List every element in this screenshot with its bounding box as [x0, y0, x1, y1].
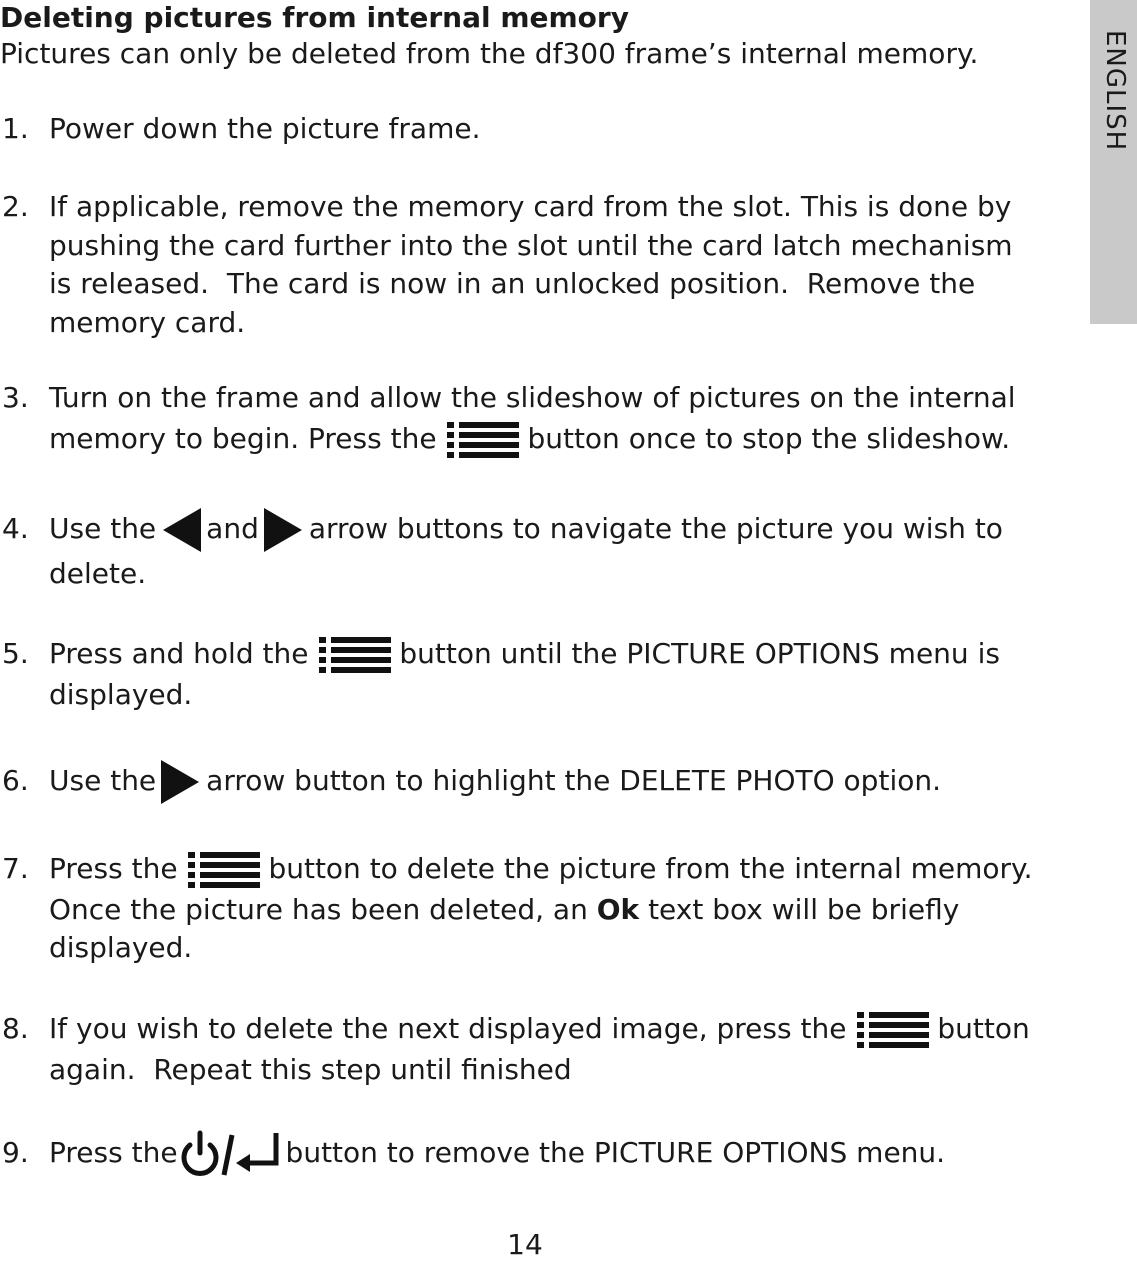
power-enter-icon	[180, 1129, 280, 1179]
step-text-line	[49, 890, 1059, 930]
step-text-line: delete.	[49, 557, 147, 590]
step-text-line: displayed.	[49, 931, 193, 964]
step-text: and	[206, 512, 259, 545]
step-text: Power down the picture frame.	[49, 112, 481, 145]
step-text: Use the	[49, 512, 157, 545]
step-text: button	[937, 1012, 1030, 1045]
section-title: Deleting pictures from internal memory	[0, 1, 629, 34]
step-text-line	[49, 1008, 1059, 1050]
step-text: Press the	[49, 1136, 178, 1169]
step-number: 3.	[2, 381, 29, 414]
step-text: arrow buttons to navigate the picture you wish to	[308, 512, 1003, 545]
step-text-line	[49, 758, 1059, 805]
step-text-line: If applicable, remove the memory card from the slot. This is done by	[49, 190, 1012, 223]
step-number: 2.	[2, 190, 29, 223]
left-arrow-icon	[160, 507, 202, 553]
language-tab-label: ENGLISH	[1100, 30, 1130, 152]
step-number: 1.	[2, 112, 29, 145]
step-text-line: is released. The card is now in an unlocked position. Remove the	[49, 267, 976, 300]
step-text-line: displayed.	[49, 678, 193, 711]
step-text: button once to stop the slideshow.	[527, 422, 1011, 455]
intro-text: Pictures can only be deleted from the df300 frame’s internal memory.	[0, 37, 979, 70]
step-text: button to remove the PICTURE OPTIONS menu.	[285, 1136, 946, 1169]
step-text: text box will be briefly	[648, 893, 960, 926]
menu-icon	[447, 421, 519, 459]
step-text-line: pushing the card further into the slot until the card latch mechanism	[49, 228, 1013, 262]
right-arrow-icon	[263, 507, 305, 553]
step-number: 6.	[2, 764, 29, 797]
step-text: Press and hold the	[49, 637, 309, 670]
step-number: 4.	[2, 512, 29, 545]
step-text-line	[49, 848, 1059, 890]
step-text: button until the PICTURE OPTIONS menu is	[399, 637, 1000, 670]
step-text-line	[49, 1128, 1059, 1179]
step-text-line: Turn on the frame and allow the slideshow of pictures on the internal	[49, 381, 1016, 414]
step-text: memory to begin. Press the	[49, 422, 437, 455]
step-number: 7.	[2, 852, 29, 885]
ok-label: Ok	[596, 893, 640, 926]
step-text-line	[49, 506, 1059, 553]
step-number: 5.	[2, 637, 29, 670]
step-text: Use the	[49, 764, 157, 797]
step-text-line	[49, 634, 1059, 674]
right-arrow-icon	[160, 759, 202, 805]
page-number: 14	[507, 1228, 543, 1261]
step-number: 9.	[2, 1136, 29, 1169]
menu-icon	[188, 851, 260, 889]
step-text-line	[49, 418, 1059, 460]
step-text: Press the	[49, 852, 178, 885]
menu-icon	[319, 636, 391, 674]
step-number: 8.	[2, 1012, 29, 1045]
menu-icon	[857, 1011, 929, 1049]
step-text: If you wish to delete the next displayed image, press the	[49, 1012, 847, 1045]
step-text: Once the picture has been deleted, an	[49, 893, 588, 926]
step-text: arrow button to highlight the DELETE PHOTO option.	[206, 764, 941, 797]
step-text-line: again. Repeat this step until finished	[49, 1053, 572, 1086]
step-text-line: memory card.	[49, 305, 246, 339]
step-text: button to delete the picture from the internal memory.	[268, 852, 1033, 885]
